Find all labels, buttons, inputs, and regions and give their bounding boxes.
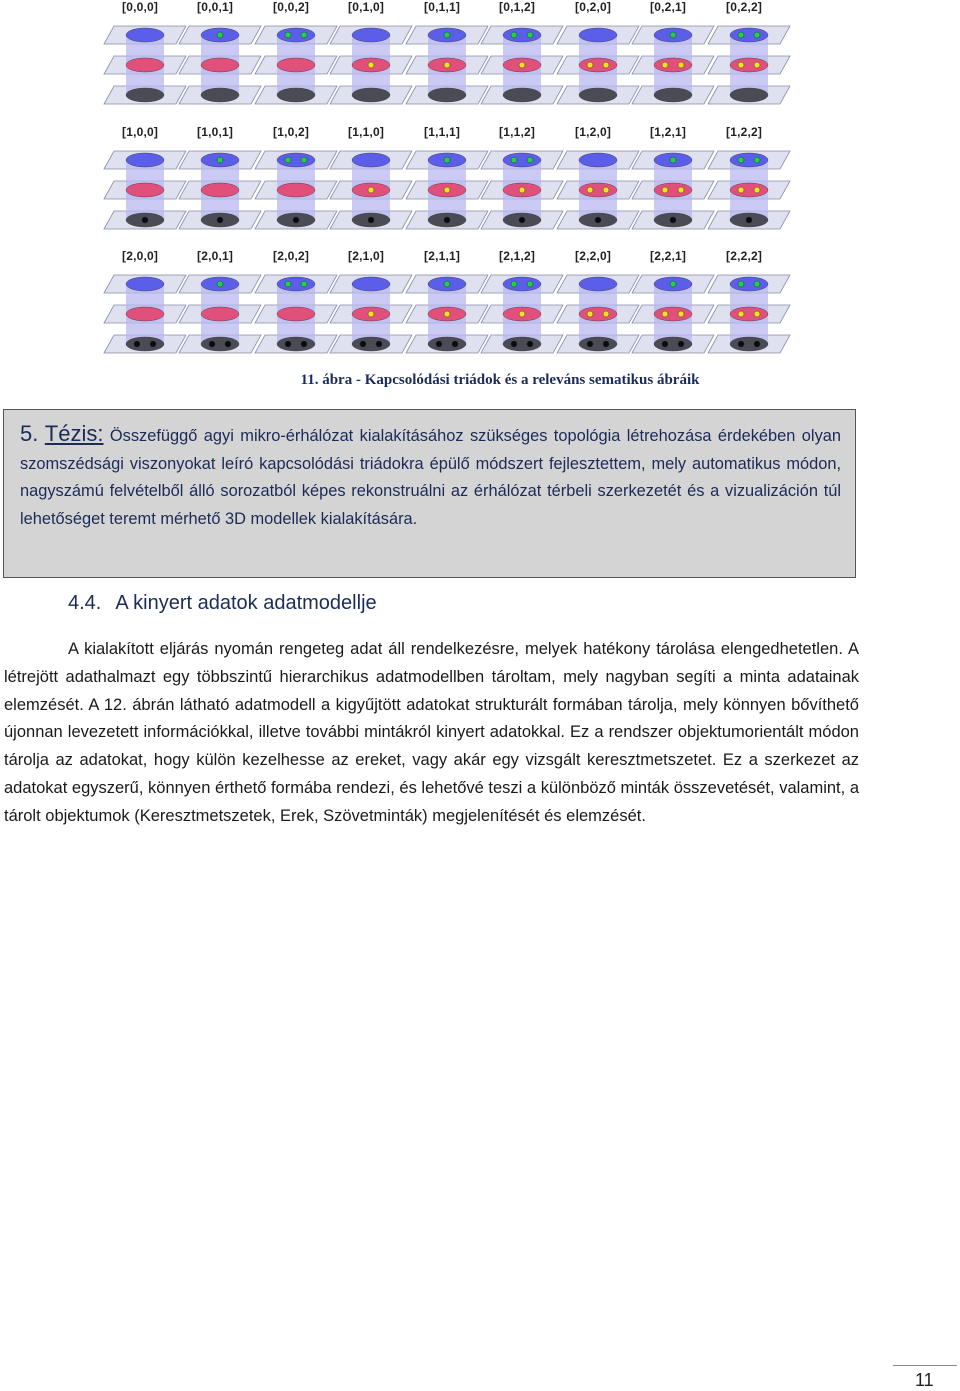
section-title: A kinyert adatok adatmodellje <box>115 592 377 614</box>
triad-label: [0,1,0] <box>348 0 385 14</box>
triad-label: [2,0,1] <box>197 249 234 263</box>
triad-label: [0,2,0] <box>575 0 612 14</box>
layer-ellipse <box>126 307 164 321</box>
connection-dot <box>134 341 140 347</box>
connection-dot <box>754 341 760 347</box>
connection-dot <box>527 341 533 347</box>
connection-dot <box>368 311 374 317</box>
triad-label: [2,1,2] <box>499 249 536 263</box>
section-number: 4.4. <box>68 592 102 614</box>
connection-dot <box>527 281 533 287</box>
layer-ellipse <box>730 28 768 42</box>
connection-dot <box>754 62 760 68</box>
connection-dot <box>587 311 593 317</box>
triad-label: [2,2,1] <box>650 249 687 263</box>
connection-dot <box>368 187 374 193</box>
connection-dot <box>217 157 223 163</box>
connection-dot <box>587 341 593 347</box>
layer-ellipse <box>579 28 617 42</box>
thesis-text: Összefüggő agyi mikro-érhálózat kialakításához szükséges topológia létrehozása érdekében olyan szomszédsági viszonyokat leíró kapcsolódási triádokra épülő módszert fejlesztettem, mely automatikus módon, nagyszámú felvételből álló sorozatból képes rekonstruálni az érhálózat térbeli szerkezetét és a vizualizáción túl lehetőséget teremt mérhető 3D modellek kialakítására. <box>20 427 841 528</box>
triad-schematic <box>706 264 794 360</box>
connection-dot <box>670 32 676 38</box>
connection-dot <box>444 157 450 163</box>
layer-ellipse <box>352 28 390 42</box>
connection-dot <box>738 62 744 68</box>
connection-dot <box>670 157 676 163</box>
connection-dot <box>519 62 525 68</box>
layer-ellipse <box>352 153 390 167</box>
layer-ellipse <box>730 58 768 72</box>
section-heading <box>68 592 377 615</box>
connection-dot <box>301 281 307 287</box>
layer-ellipse <box>579 307 617 321</box>
connection-dot <box>285 32 291 38</box>
layer-ellipse <box>126 28 164 42</box>
connection-dot <box>217 32 223 38</box>
layer-ellipse <box>201 183 239 197</box>
layer-ellipse <box>654 88 692 102</box>
connection-dot <box>376 341 382 347</box>
connection-dot <box>754 311 760 317</box>
connection-dot <box>444 217 450 223</box>
layer-ellipse <box>654 337 692 351</box>
connection-dot <box>603 62 609 68</box>
triad-schematic <box>479 140 567 236</box>
layer-ellipse <box>579 153 617 167</box>
layer-ellipse <box>126 88 164 102</box>
connection-dot <box>217 217 223 223</box>
triad-schematic <box>630 140 718 236</box>
layer-ellipse <box>277 277 315 291</box>
layer-ellipse <box>503 88 541 102</box>
triad-schematic <box>630 15 718 111</box>
thesis-number: 5. <box>20 421 39 446</box>
triad-schematic <box>479 264 567 360</box>
triad-label: [2,2,0] <box>575 249 612 263</box>
connection-dot <box>444 281 450 287</box>
layer-ellipse <box>428 337 466 351</box>
connection-dot <box>738 157 744 163</box>
layer-ellipse <box>579 337 617 351</box>
connection-dot <box>595 217 601 223</box>
layer-ellipse <box>201 58 239 72</box>
connection-dot <box>754 187 760 193</box>
layer-ellipse <box>352 88 390 102</box>
layer-ellipse <box>503 277 541 291</box>
layer-ellipse <box>277 337 315 351</box>
connection-dot <box>444 187 450 193</box>
connection-dot <box>603 341 609 347</box>
layer-ellipse <box>654 183 692 197</box>
layer-ellipse <box>654 307 692 321</box>
connection-dot <box>603 187 609 193</box>
layer-ellipse <box>579 58 617 72</box>
layer-ellipse <box>126 183 164 197</box>
figure-caption: 11. ábra - Kapcsolódási triádok és a releváns sematikus ábráik <box>300 372 700 388</box>
connection-dot <box>301 32 307 38</box>
connection-dot <box>142 217 148 223</box>
connection-dot <box>738 187 744 193</box>
connection-dot <box>519 311 525 317</box>
connection-dot <box>527 157 533 163</box>
triad-schematic <box>328 264 416 360</box>
connection-dot <box>662 311 668 317</box>
layer-ellipse <box>579 183 617 197</box>
triad-label: [0,1,1] <box>424 0 461 14</box>
connection-dot <box>360 341 366 347</box>
triad-label: [2,1,1] <box>424 249 461 263</box>
connection-dot <box>754 157 760 163</box>
connection-dot <box>285 281 291 287</box>
triad-label: [1,2,2] <box>726 125 763 139</box>
triad-schematic <box>328 15 416 111</box>
connection-dot <box>738 341 744 347</box>
triad-figure <box>100 0 800 362</box>
triad-schematic <box>706 140 794 236</box>
triad-label: [0,0,2] <box>273 0 310 14</box>
triad-schematic <box>177 140 265 236</box>
connection-dot <box>519 217 525 223</box>
connection-dot <box>444 62 450 68</box>
layer-ellipse <box>730 88 768 102</box>
connection-dot <box>746 217 752 223</box>
layer-ellipse <box>201 307 239 321</box>
layer-ellipse <box>579 277 617 291</box>
layer-ellipse <box>503 337 541 351</box>
connection-dot <box>678 341 684 347</box>
triad-label: [1,1,2] <box>499 125 536 139</box>
thesis-paragraph <box>20 420 841 533</box>
connection-dot <box>738 311 744 317</box>
connection-dot <box>301 341 307 347</box>
page-number-rule <box>893 1365 957 1366</box>
triad-schematic <box>479 15 567 111</box>
connection-dot <box>285 341 291 347</box>
connection-dot <box>670 281 676 287</box>
layer-ellipse <box>277 88 315 102</box>
triad-label: [2,2,2] <box>726 249 763 263</box>
layer-ellipse <box>201 88 239 102</box>
layer-ellipse <box>730 183 768 197</box>
connection-dot <box>368 62 374 68</box>
triad-label: [1,1,0] <box>348 125 385 139</box>
layer-ellipse <box>126 337 164 351</box>
triad-schematic <box>706 15 794 111</box>
connection-dot <box>519 187 525 193</box>
triad-label: [2,0,0] <box>122 249 159 263</box>
triad-label: [0,2,1] <box>650 0 687 14</box>
triad-label: [1,2,0] <box>575 125 612 139</box>
connection-dot <box>285 157 291 163</box>
thesis-label: Tézis: <box>44 421 104 446</box>
triad-label: [2,0,2] <box>273 249 310 263</box>
connection-dot <box>293 217 299 223</box>
connection-dot <box>225 341 231 347</box>
layer-ellipse <box>277 153 315 167</box>
triad-label: [1,2,1] <box>650 125 687 139</box>
layer-ellipse <box>126 58 164 72</box>
layer-ellipse <box>277 183 315 197</box>
layer-ellipse <box>277 58 315 72</box>
layer-ellipse <box>730 153 768 167</box>
connection-dot <box>150 341 156 347</box>
connection-dot <box>754 32 760 38</box>
triad-schematic <box>177 15 265 111</box>
layer-ellipse <box>428 88 466 102</box>
triad-label: [0,0,1] <box>197 0 234 14</box>
triad-label: [0,1,2] <box>499 0 536 14</box>
connection-dot <box>662 341 668 347</box>
connection-dot <box>511 32 517 38</box>
connection-dot <box>368 217 374 223</box>
layer-ellipse <box>503 28 541 42</box>
triad-label: [1,0,2] <box>273 125 310 139</box>
layer-ellipse <box>579 88 617 102</box>
layer-ellipse <box>352 337 390 351</box>
connection-dot <box>678 187 684 193</box>
triad-label: [0,0,0] <box>122 0 159 14</box>
connection-dot <box>754 281 760 287</box>
page-number: 11 <box>915 1370 934 1390</box>
connection-dot <box>662 187 668 193</box>
layer-ellipse <box>277 28 315 42</box>
layer-ellipse <box>352 277 390 291</box>
body-paragraph: A kialakított eljárás nyomán rengeteg adat áll rendelkezésre, melyek hatékony tárolása elengedhetetlen. A létrejött adathalmazt egy többszintű hierarchikus adatmodellben tároltam, mely nagyban segíti a minta adatainak elemzését. A 12. ábrán látható adatmodell a kigyűjtött adatokat strukturált formában tárolja, mely könnyen bővíthető újonnan levezetett információkkal, illetve további mintákról kinyert adatokkal. Ez a rendszer objektumorientált módon tárolja az adatokat, hogy külön kezelhesse az ereket, vagy akár egy vizsgált keresztmetszetet. Ez a szerkezet az adatokat egyszerű, könnyen érthető formába rendezi, és lehetővé teszi a különböző minták összevetését, valamint, a tárolt objektumok (Keresztmetszetek, Erek, Szövetminták) megjelenítését és elemzését. <box>4 640 859 825</box>
connection-dot <box>511 341 517 347</box>
connection-dot <box>738 32 744 38</box>
layer-ellipse <box>277 307 315 321</box>
triad-schematic <box>630 264 718 360</box>
layer-ellipse <box>654 58 692 72</box>
layer-ellipse <box>730 307 768 321</box>
triad-label: [0,2,2] <box>726 0 763 14</box>
connection-dot <box>436 341 442 347</box>
connection-dot <box>587 62 593 68</box>
layer-ellipse <box>201 337 239 351</box>
connection-dot <box>511 281 517 287</box>
layer-ellipse <box>126 153 164 167</box>
triad-label: [1,0,1] <box>197 125 234 139</box>
connection-dot <box>670 217 676 223</box>
connection-dot <box>587 187 593 193</box>
connection-dot <box>678 62 684 68</box>
connection-dot <box>444 32 450 38</box>
connection-dot <box>738 281 744 287</box>
connection-dot <box>527 32 533 38</box>
layer-ellipse <box>503 153 541 167</box>
connection-dot <box>678 311 684 317</box>
thesis-box <box>3 409 856 578</box>
connection-dot <box>444 311 450 317</box>
connection-dot <box>662 62 668 68</box>
triad-label: [2,1,0] <box>348 249 385 263</box>
triad-label: [1,0,0] <box>122 125 159 139</box>
triad-schematic <box>328 140 416 236</box>
layer-ellipse <box>730 337 768 351</box>
triad-label: [1,1,1] <box>424 125 461 139</box>
connection-dot <box>301 157 307 163</box>
connection-dot <box>452 341 458 347</box>
layer-ellipse <box>126 277 164 291</box>
triad-schematic <box>177 264 265 360</box>
connection-dot <box>209 341 215 347</box>
connection-dot <box>217 281 223 287</box>
layer-ellipse <box>730 277 768 291</box>
connection-dot <box>603 311 609 317</box>
connection-dot <box>511 157 517 163</box>
